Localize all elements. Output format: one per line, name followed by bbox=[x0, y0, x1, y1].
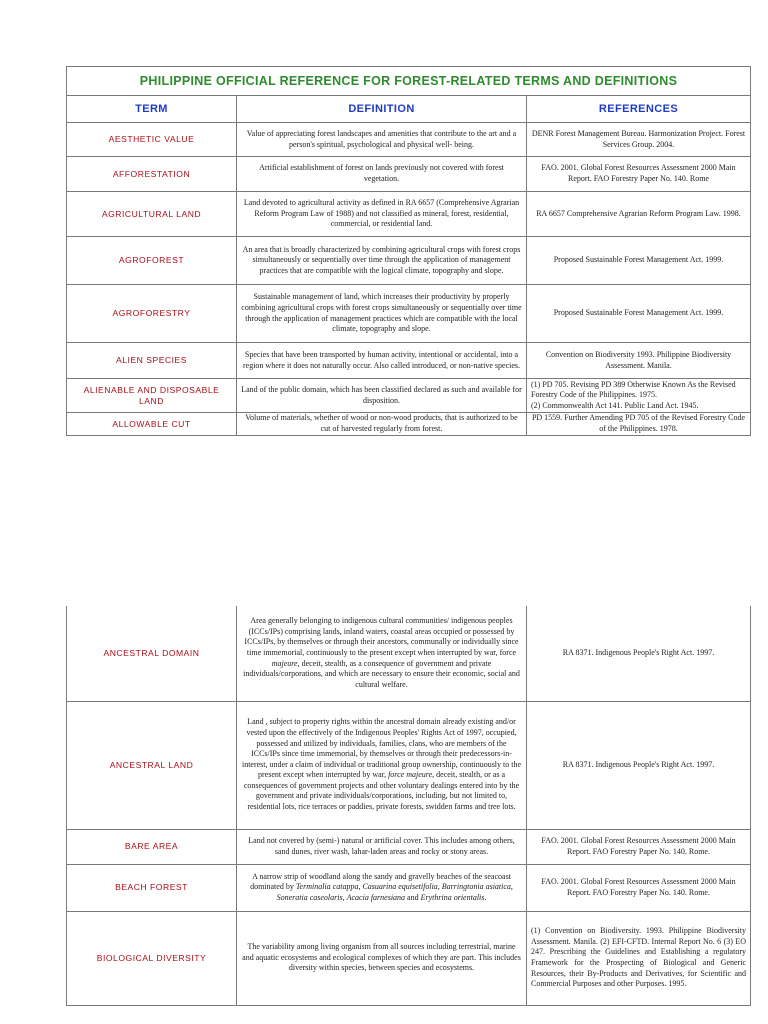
header-references: REFERENCES bbox=[527, 96, 751, 123]
reference-cell: RA 8371. Indigenous People's Right Act. 1997. bbox=[527, 701, 751, 829]
table-row bbox=[67, 192, 751, 237]
reference-cell: Proposed Sustainable Forest Management Act. 1999. bbox=[527, 285, 751, 343]
reference-cell: Proposed Sustainable Forest Management Act. 1999. bbox=[527, 237, 751, 285]
table-row bbox=[67, 379, 751, 413]
definition-cell: Sustainable management of land, which increases their productivity by properly combining agricultural crops with forest crops simultaneously or sequentially over time through the application of management practices which are compatible with the local climate, topography and slope. bbox=[237, 285, 527, 343]
table-row bbox=[67, 829, 751, 864]
table-row bbox=[67, 237, 751, 285]
definition-cell: An area that is broadly characterized by combining agricultural crops with forest crops simultaneously or sequentially over time through the application of management practices that are compatible with the logical climate, topography and slope. bbox=[237, 237, 527, 285]
table-row bbox=[67, 123, 751, 157]
table-row bbox=[67, 864, 751, 911]
definition-cell: Land of the public domain, which has been classified declared as such and available for disposition. bbox=[237, 379, 527, 413]
definition-cell: Volume of materials, whether of wood or non-wood products, that is authorized to be cut of harvested regularly from forest. bbox=[237, 413, 527, 436]
header-definition: DEFINITION bbox=[237, 96, 527, 123]
definition-cell: Species that have been transported by human activity, intentional or accidental, into a region where it does not naturally occur. Also called introduced, or non-native species. bbox=[237, 343, 527, 379]
reference-cell: Convention on Biodiversity 1993. Philippine Biodiversity Assessment. Manila. bbox=[527, 343, 751, 379]
term-cell: BEACH FOREST bbox=[67, 864, 237, 911]
terms-table-top bbox=[66, 66, 751, 436]
reference-cell: FAO. 2001. Global Forest Resources Assessment 2000 Main Report. FAO Forestry Paper No. 140. Rome. bbox=[527, 829, 751, 864]
reference-line: (2) Commonwealth Act 141. Public Land Act. 1945. bbox=[531, 400, 699, 410]
definition-cell: Artificial establishment of forest on lands previously not covered with forest vegetation. bbox=[237, 157, 527, 192]
term-cell: ANCESTRAL LAND bbox=[67, 701, 237, 829]
reference-cell: PD 1559. Further Amending PD 705 of the Revised Forestry Code of the Philippines. 1978. bbox=[527, 413, 751, 436]
term-cell: ALIENABLE AND DISPOSABLE LAND bbox=[67, 379, 237, 413]
definition-cell: Land not covered by (semi-) natural or artificial cover. This includes among others, sand dunes, river wash, lahar-laden areas and rocky or stony areas. bbox=[237, 829, 527, 864]
reference-cell: DENR Forest Management Bureau. Harmonization Project. Forest Services Group. 2004. bbox=[527, 123, 751, 157]
reference-cell bbox=[527, 379, 751, 413]
table-row bbox=[67, 285, 751, 343]
definition-cell: Land , subject to property rights within the ancestral domain already existing and/or vested upon the effectively of the Indigenous Peoples' Rights Act of 1997, occupied, possessed and utilized by individuals, families, clans, who are members of the ICCs/IPs since time immemorial, by themselves or through their predecessors-in- interest, under a claim of individual or traditional group ownership, continuously to the present except when interrupted by war, force majeure, deceit, stealth, or as a consequences of government projects and other voluntary dealings entered into by the government and private individuals/corporations, including, but not limited to, residential lots, rice terraces or paddies, private forests, swidden farms and tree lots. bbox=[237, 701, 527, 829]
term-cell: BIOLOGICAL DIVERSITY bbox=[67, 911, 237, 1005]
term-cell: AGROFORESTRY bbox=[67, 285, 237, 343]
term-cell: ANCESTRAL DOMAIN bbox=[67, 606, 237, 701]
table-title: PHILIPPINE OFFICIAL REFERENCE FOR FOREST-RELATED TERMS AND DEFINITIONS bbox=[67, 67, 751, 96]
term-cell: BARE AREA bbox=[67, 829, 237, 864]
definition-cell: Land devoted to agricultural activity as defined in RA 6657 (Comprehensive Agrarian Reform Program Law of 1988) and not classified as mineral, forest, residential, commercial, or residential land. bbox=[237, 192, 527, 237]
definition-cell: Area generally belonging to indigenous cultural communities/ indigenous peoples (ICCs/IPs) comprising lands, inland waters, coastal areas occupied or possessed by ICCs/IPs, by themselves or through their ancestors, communally or individually since time immemorial, continuously to the present except when interrupted by war, force majeure, deceit, stealth, as a consequence of government and private individuals/corporations, and which are necessary to ensure their economic, social and cultural welfare. bbox=[237, 606, 527, 701]
table-row bbox=[67, 157, 751, 192]
reference-cell: FAO. 2001. Global Forest Resources Assessment 2000 Main Report. FAO Forestry Paper No. 140. Rome bbox=[527, 157, 751, 192]
terms-table-bottom bbox=[66, 606, 751, 1006]
reference-cell: RA 8371. Indigenous People's Right Act. 1997. bbox=[527, 606, 751, 701]
reference-line: (1) PD 705. Revising PD 389 Otherwise Known As the Revised Forestry Code of the Philippines. 1975. bbox=[531, 379, 736, 400]
table-row bbox=[67, 701, 751, 829]
table-row bbox=[67, 606, 751, 701]
reference-cell: (1) Convention on Biodiversity. 1993. Philippine Biodiversity Assessment. Manila. (2) EFI-CFTD. Internal Report No. 6 (3) EO 247. Prescribing the Guidelines and Establishing a regulatory Framework for the Prospecting of Biological and Generic Resources, their By-Products and Derivatives, for Scientific and Commercial Purposes and other Purposes. 1995. bbox=[527, 911, 751, 1005]
term-cell: AGROFOREST bbox=[67, 237, 237, 285]
term-cell: ALIEN SPECIES bbox=[67, 343, 237, 379]
table-row bbox=[67, 413, 751, 436]
table-row bbox=[67, 911, 751, 1005]
reference-cell: RA 6657 Comprehensive Agrarian Reform Program Law. 1998. bbox=[527, 192, 751, 237]
definition-cell: The variability among living organism from all sources including terrestrial, marine and aquatic ecosystems and ecological complexes of which they are part. This includes diversity within species, between species and ecosystems. bbox=[237, 911, 527, 1005]
definition-cell: Value of appreciating forest landscapes and amenities that contribute to the art and a person's spiritual, psychological and physical well- being. bbox=[237, 123, 527, 157]
term-cell: ALLOWABLE CUT bbox=[67, 413, 237, 436]
term-cell: AESTHETIC VALUE bbox=[67, 123, 237, 157]
definition-cell: A narrow strip of woodland along the sandy and gravelly beaches of the seacoast dominated by Terminalia catappa, Casuarina equisetifolia, Barringtonia asiatica, Soneratia caseolaris, Acacia farnesiana and Erythrina orientalis. bbox=[237, 864, 527, 911]
table-row bbox=[67, 343, 751, 379]
term-cell: AFFORESTATION bbox=[67, 157, 237, 192]
header-term: TERM bbox=[67, 96, 237, 123]
reference-cell: FAO. 2001. Global Forest Resources Assessment 2000 Main Report. FAO Forestry Paper No. 140. Rome. bbox=[527, 864, 751, 911]
term-cell: AGRICULTURAL LAND bbox=[67, 192, 237, 237]
